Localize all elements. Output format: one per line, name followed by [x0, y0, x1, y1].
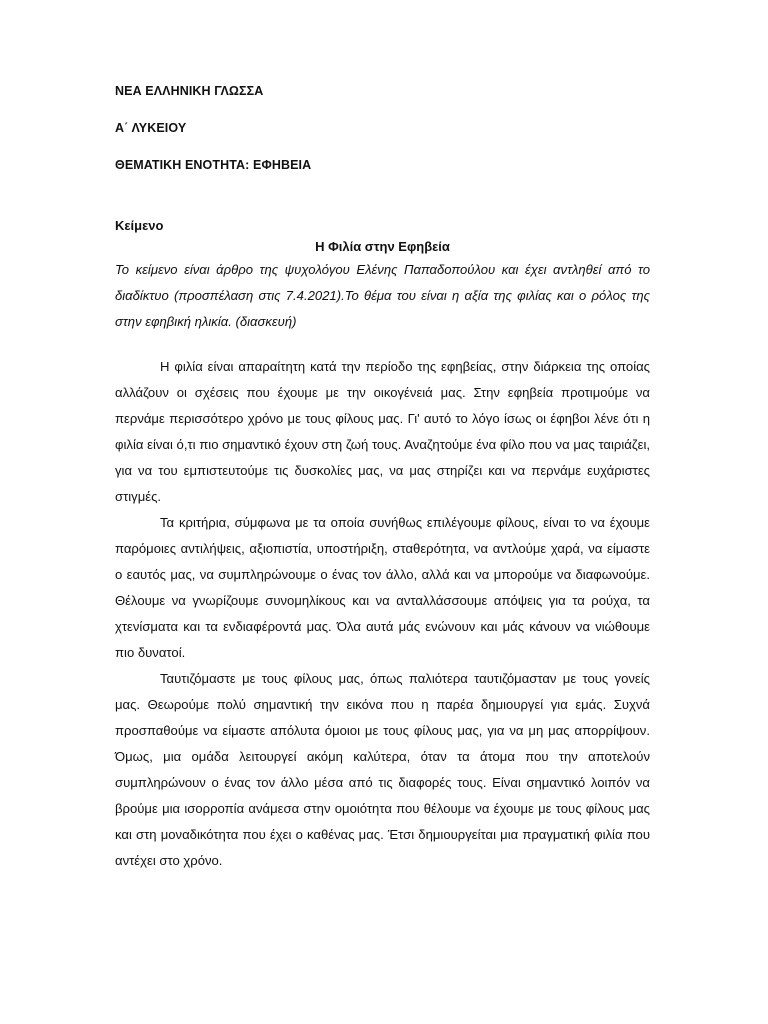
paragraph-1: Η φιλία είναι απαραίτητη κατά την περίοδο της εφηβείας, στην διάρκεια της οποίας αλλάζουν οι σχέσεις που έχουμε με την οικογένειά μας. Στην εφηβεία προτιμούμε να περνάμε περισσότερο χρόνο με τους φίλους μας. Γι' αυτό το λόγο ίσως οι έφηβοι λένε ότι η φιλία είναι ό,τι πιο σημαντικό έχουν στη ζωή τους. Αναζητούμε ένα φίλο που να μας ταιριάζει, για να του εμπιστευτούμε τις δυσκολίες μας, να μας στηρίζει και να περνάμε ευχάριστες στιγμές. [115, 359, 650, 504]
subject-heading: ΝΕΑ ΕΛΛΗΝΙΚΗ ΓΛΩΣΣΑ [115, 84, 264, 98]
paragraph-3: Ταυτιζόμαστε με τους φίλους μας, όπως παλιότερα ταυτιζόμασταν με τους γονείς μας. Θεωρούμε πολύ σημαντική την εικόνα που η παρέα δημιουργεί για εμάς. Συχνά προσπαθούμε να είμαστε απόλυτα όμοιοι με τους φίλους μας, για να μη μας απορρίψουν. Όμως, μια ομάδα λειτουργεί ακόμη καλύτερα, όταν τα άτομα που την αποτελούν συμπληρώνουν ο ένας τον άλλο μέσα από τις διαφορές τους. Είναι σημαντικό λοιπόν να βρούμε μια ισορροπία ανάμεσα στην ομοιότητα που θέλουμε να έχουμε με τους φίλους μας και στη μοναδικότητα που έχει ο καθένας μας. Έτσι δημιουργείται μια πραγματική φιλία που αντέχει στο χρόνο. [115, 671, 650, 868]
article-intro: Το κείμενο είναι άρθρο της ψυχολόγου Ελένης Παπαδοπούλου και έχει αντληθεί από το διαδίκτυο (προσπέλαση στις 7.4.2021).Το θέμα του είναι η αξία της φιλίας και ο ρόλος της στην εφηβική ηλικία. (διασκευή) [115, 262, 650, 329]
article-title: Η Φιλία στην Εφηβεία [315, 239, 450, 254]
section-label: Κείμενο [115, 218, 164, 233]
unit-heading: ΘΕΜΑΤΙΚΗ ΕΝΟΤΗΤΑ: ΕΦΗΒΕΙΑ [115, 158, 312, 172]
paragraph-2: Τα κριτήρια, σύμφωνα με τα οποία συνήθως επιλέγουμε φίλους, είναι το να έχουμε παρόμοιες αντιλήψεις, αξιοπιστία, υποστήριξη, σταθερότητα, να αντλούμε χαρά, να είμαστε ο εαυτός μας, να συμπληρώνουμε ο ένας τον άλλο, αλλά και να μπορούμε να διαφωνούμε. Θέλουμε να γνωρίζουμε συνομηλίκους και να ανταλλάσσουμε απόψεις για τα ρούχα, τα χτενίσματα και τα ενδιαφέροντά μας. Όλα αυτά μάς ενώνουν και μάς κάνουν να νιώθουμε πιο δυνατοί. [115, 515, 650, 660]
grade-heading: Α΄ ΛΥΚΕΙΟΥ [115, 121, 187, 135]
document-content [115, 83, 650, 874]
